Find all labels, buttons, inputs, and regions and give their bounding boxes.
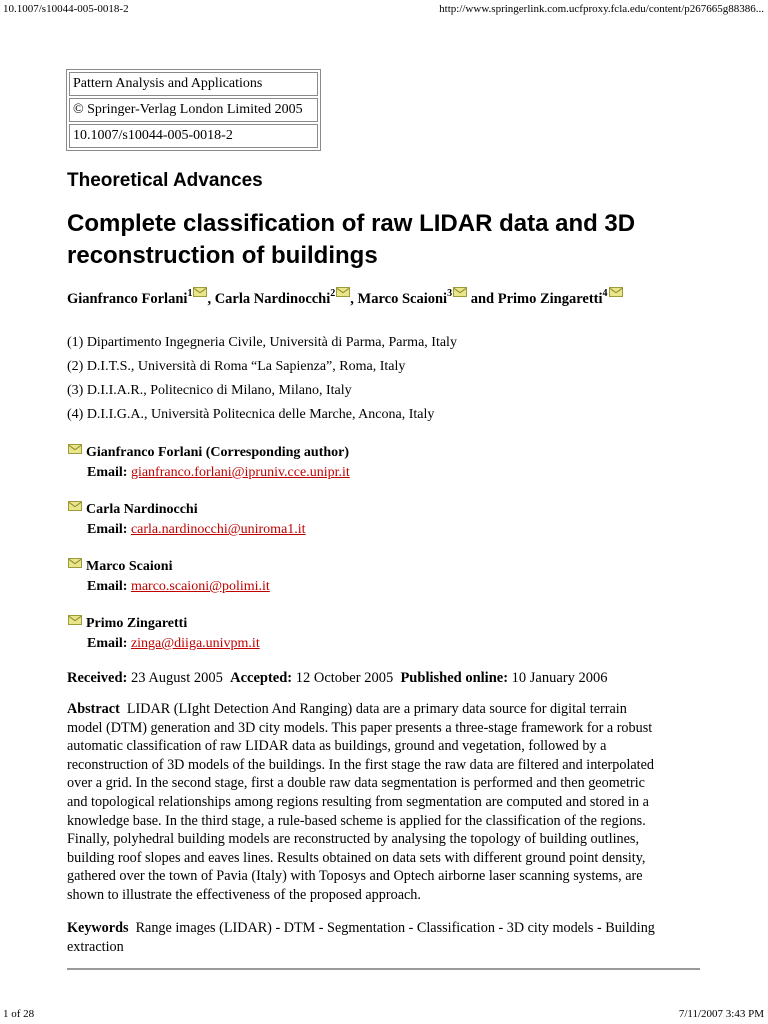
copyright: © Springer-Verlag London Limited 2005: [69, 98, 318, 122]
author-1-sup: 1: [187, 288, 193, 299]
affiliation-4: (4) D.I.I.G.A., Università Politecnica delle Marche, Ancona, Italy: [67, 407, 435, 422]
contact-block: [67, 557, 270, 597]
email-link[interactable]: marco.scaioni@polimi.it: [130, 579, 270, 594]
abstract-line: model (DTM) generation and 3D city models. This paper presents a three-stage framework for a robust: [67, 719, 653, 736]
abstract-label: Abstract: [67, 701, 120, 717]
envelope-icon[interactable]: [68, 615, 82, 625]
accepted-label: Accepted:: [230, 670, 293, 686]
contact-block: [67, 614, 260, 654]
email-label: Email:: [87, 522, 128, 537]
contact-name: Marco Scaioni: [86, 559, 173, 574]
envelope-icon[interactable]: [193, 287, 207, 297]
author-3: , Marco Scaioni: [350, 291, 448, 307]
abstract-line: gathered over the town of Pavia (Italy) with Toposys and Optech airborne laser scanning systems, are: [67, 868, 643, 885]
envelope-icon[interactable]: [68, 501, 82, 511]
paper-title: [67, 208, 635, 272]
author-2-sup: 2: [330, 288, 336, 299]
abstract-line: and topological relationships among regions resulting from segmentation are computed and stored in a: [67, 793, 649, 810]
email-link[interactable]: zinga@diiga.univpm.it: [130, 636, 260, 651]
received-date: 23 August 2005: [131, 670, 223, 686]
affiliation-3: (3) D.I.I.A.R., Politecnico di Milano, Milano, Italy: [67, 383, 352, 398]
abstract-line: over a grid. In the second stage, first a double raw data segmentation is performed and then geometric: [67, 775, 645, 792]
abstract-line: LIDAR (LIght Detection And Ranging) data are a primary data source for digital terrain: [126, 701, 627, 717]
author-4: and Primo Zingaretti: [467, 291, 603, 307]
section-heading: Theoretical Advances: [67, 170, 263, 191]
footer-datetime: 7/11/2007 3:43 PM: [678, 1008, 764, 1020]
author-2: , Carla Nardinocchi: [207, 291, 331, 307]
info-doi: 10.1007/s10044-005-0018-2: [69, 124, 318, 148]
affiliations: [67, 331, 457, 427]
contact-name: Gianfranco Forlani (Corresponding author): [86, 445, 350, 460]
title-line-1: Complete classification of raw LIDAR data and 3D: [67, 210, 636, 237]
keywords-line: extraction: [67, 939, 124, 955]
abstract: [67, 700, 727, 905]
author-list: [67, 287, 623, 308]
title-line-2: reconstruction of buildings: [67, 242, 378, 269]
contact-name: Primo Zingaretti: [86, 616, 188, 631]
journal-name: Pattern Analysis and Applications: [69, 72, 318, 96]
contact-name: Carla Nardinocchi: [86, 502, 198, 517]
author-4-sup: 4: [602, 288, 608, 299]
envelope-icon[interactable]: [68, 558, 82, 568]
email-label: Email:: [87, 465, 128, 480]
affiliation-1: (1) Dipartimento Ingegneria Civile, Università di Parma, Parma, Italy: [67, 335, 457, 350]
abstract-line: building roof slopes and eaves lines. Results obtained on data sets with different ground point density,: [67, 849, 646, 866]
envelope-icon[interactable]: [336, 287, 350, 297]
abstract-line: knowledge base. In the third stage, a rule-based scheme is applied for the classification of the regions.: [67, 812, 646, 829]
received-label: Received:: [67, 670, 128, 686]
author-1: Gianfranco Forlani: [67, 291, 188, 307]
published-date: 10 January 2006: [511, 670, 608, 686]
envelope-icon[interactable]: [609, 287, 623, 297]
journal-info-box: [66, 69, 321, 151]
email-link[interactable]: carla.nardinocchi@uniroma1.it: [130, 522, 306, 537]
accepted-date: 12 October 2005: [295, 670, 394, 686]
keywords: [67, 919, 727, 957]
author-3-sup: 3: [447, 288, 453, 299]
email-link[interactable]: gianfranco.forlani@ipruniv.cce.unipr.it: [130, 465, 350, 480]
keywords-line: Range images (LIDAR) - DTM - Segmentation - Classification - 3D city models - Building: [135, 920, 655, 936]
header-doi: 10.1007/s10044-005-0018-2: [3, 3, 129, 15]
horizontal-rule: [67, 968, 700, 970]
publication-dates: [67, 670, 608, 687]
published-label: Published online:: [400, 670, 509, 686]
envelope-icon[interactable]: [68, 444, 82, 454]
email-label: Email:: [87, 579, 128, 594]
abstract-line: automatic classification of raw LIDAR data as buildings, ground and vegetation, followed by a: [67, 738, 607, 755]
keywords-label: Keywords: [67, 920, 129, 936]
contact-block: [67, 443, 350, 483]
abstract-line: shown to illustrate the effectiveness of the proposed approach.: [67, 886, 421, 903]
footer-page-count: 1 of 28: [3, 1008, 35, 1020]
affiliation-2: (2) D.I.T.S., Università di Roma “La Sapienza”, Roma, Italy: [67, 359, 406, 374]
envelope-icon[interactable]: [453, 287, 467, 297]
header-url: http://www.springerlink.com.ucfproxy.fcla.edu/content/p267665g88386...: [439, 3, 764, 15]
abstract-line: reconstruction of 3D models of the buildings. In the first stage the raw data are filtered and interpolated: [67, 756, 655, 773]
contact-block: [67, 500, 306, 540]
email-label: Email:: [87, 636, 128, 651]
abstract-line: Finally, polyhedral building models are reconstructed by analysing the topology of building outlines,: [67, 831, 639, 848]
